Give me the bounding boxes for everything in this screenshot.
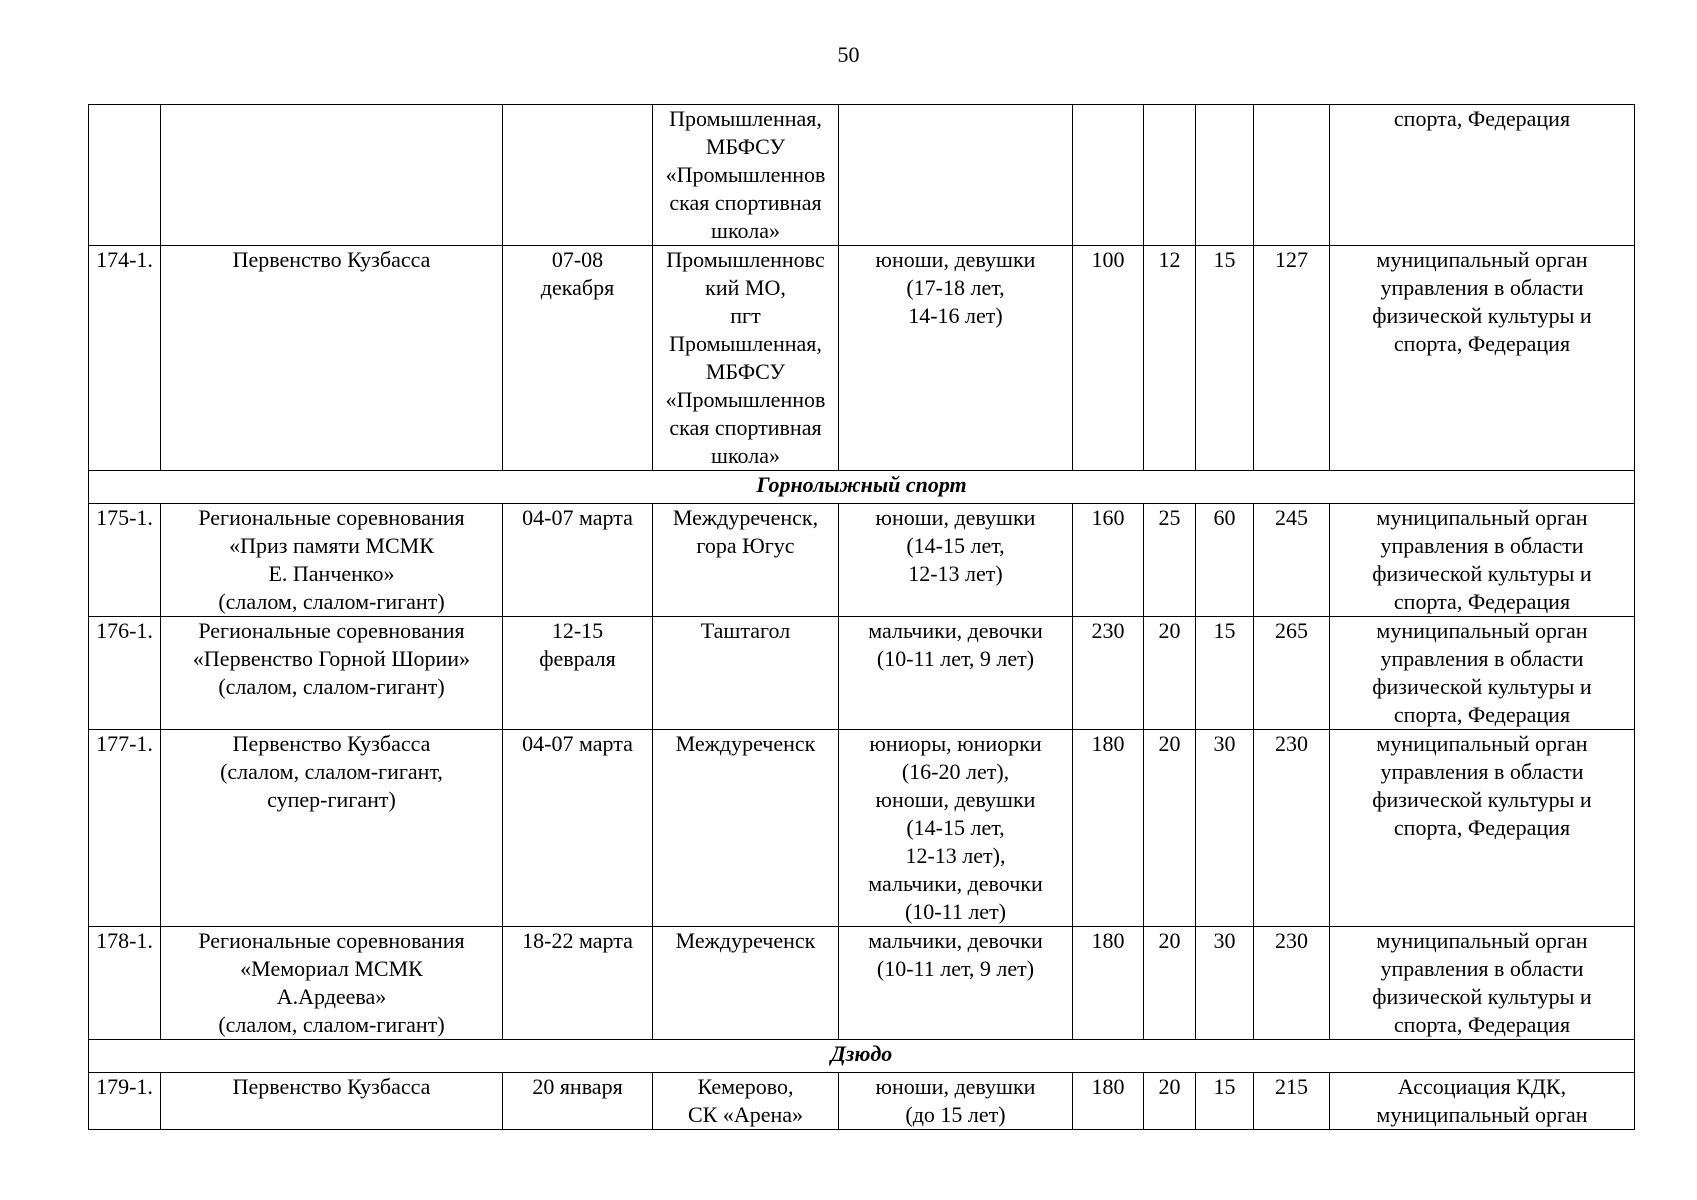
count-3: 15: [1196, 1073, 1254, 1130]
event-organizer-line: управления в области: [1380, 956, 1584, 981]
events-table: [88, 104, 1635, 1130]
event-organizer: [1330, 927, 1635, 1040]
event-participants-line: юниоры, юниорки: [869, 731, 1042, 756]
event-venue-line: ская спортивная: [669, 415, 822, 440]
section-header-row: [89, 471, 1635, 504]
event-organizer: [1330, 246, 1635, 471]
event-name: [161, 504, 503, 617]
event-dates-line: 12-15: [551, 618, 604, 643]
event-participants-line: юноши, девушки: [875, 247, 1036, 272]
event-venue-line: Таштагол: [700, 618, 791, 643]
event-participants: [839, 504, 1073, 617]
count-2: 20: [1144, 617, 1196, 730]
event-name-line: (слалом, слалом-гигант): [218, 1012, 445, 1037]
event-organizer-line: управления в области: [1380, 759, 1584, 784]
event-organizer-line: спорта, Федерация: [1393, 106, 1571, 131]
count-total: 127: [1254, 246, 1330, 471]
event-venue-line: школа»: [711, 443, 780, 468]
event-participants-line: юноши, девушки: [875, 505, 1036, 530]
event-organizer-line: физической культуры и: [1372, 787, 1592, 812]
event-number: [89, 105, 161, 246]
event-venue-line: ская спортивная: [669, 190, 822, 215]
event-participants-line: мальчики, девочки: [868, 928, 1043, 953]
count-2: 25: [1144, 504, 1196, 617]
table-row: [89, 927, 1635, 1040]
count-total: 215: [1254, 1073, 1330, 1130]
event-participants-line: (10-11 лет, 9 лет): [876, 956, 1035, 981]
event-venue-line: Междуреченск: [675, 731, 816, 756]
event-participants-line: 12-13 лет),: [905, 843, 1006, 868]
event-dates: [503, 246, 653, 471]
section-header-row: [89, 1040, 1635, 1073]
event-organizer: [1330, 105, 1635, 246]
event-number: 174-1.: [89, 246, 161, 471]
event-name: [161, 246, 503, 471]
event-participants-line: (14-15 лет,: [906, 533, 1005, 558]
count-1: [1073, 105, 1144, 246]
section-title: Дзюдо: [89, 1040, 1635, 1073]
event-name-line: Первенство Кузбасса: [232, 731, 431, 756]
count-total: 230: [1254, 927, 1330, 1040]
event-name-line: (слалом, слалом-гигант): [218, 589, 445, 614]
table-body: [89, 105, 1635, 1130]
event-name: [161, 730, 503, 927]
event-participants: [839, 1073, 1073, 1130]
count-1: 100: [1073, 246, 1144, 471]
event-name-line: А.Ардеева»: [276, 984, 387, 1009]
event-number: 178-1.: [89, 927, 161, 1040]
event-organizer-line: спорта, Федерация: [1393, 589, 1571, 614]
event-name-line: (слалом, слалом-гигант,: [220, 759, 443, 784]
event-name: [161, 105, 503, 246]
event-number: 176-1.: [89, 617, 161, 730]
count-total: 265: [1254, 617, 1330, 730]
count-1: 160: [1073, 504, 1144, 617]
count-1: 180: [1073, 927, 1144, 1040]
event-participants-line: (до 15 лет): [905, 1102, 1006, 1127]
count-3: 30: [1196, 730, 1254, 927]
event-organizer-line: спорта, Федерация: [1393, 702, 1571, 727]
count-total: [1254, 105, 1330, 246]
count-2: 20: [1144, 730, 1196, 927]
event-participants-line: (17-18 лет,: [906, 275, 1005, 300]
event-organizer: [1330, 617, 1635, 730]
event-participants-line: 12-13 лет): [908, 561, 1003, 586]
event-venue-line: «Промышленнов: [665, 162, 826, 187]
count-1: 180: [1073, 1073, 1144, 1130]
event-name-line: Первенство Кузбасса: [232, 1074, 431, 1099]
event-participants-line: 14-16 лет): [908, 303, 1003, 328]
event-participants-line: юноши, девушки: [875, 1074, 1036, 1099]
event-venue-line: школа»: [711, 218, 780, 243]
event-dates: [503, 927, 653, 1040]
event-venue-line: МБФСУ: [705, 359, 786, 384]
event-venue-line: Промышленновс: [666, 247, 825, 272]
page-number: 50: [837, 42, 860, 67]
count-3: 60: [1196, 504, 1254, 617]
count-1: 230: [1073, 617, 1144, 730]
event-name-line: супер-гигант): [267, 787, 396, 812]
event-venue-line: пгт: [730, 303, 761, 328]
event-venue-line: Промышленная,: [669, 106, 822, 131]
count-2: [1144, 105, 1196, 246]
event-venue: [653, 927, 839, 1040]
event-organizer-line: Ассоциация КДК,: [1397, 1074, 1567, 1099]
event-venue: [653, 1073, 839, 1130]
event-organizer-line: муниципальный орган: [1376, 247, 1588, 272]
event-organizer-line: муниципальный орган: [1376, 505, 1588, 530]
event-venue-line: СК «Арена»: [687, 1102, 804, 1127]
table-row: [89, 105, 1635, 246]
event-organizer-line: физической культуры и: [1372, 674, 1592, 699]
event-organizer-line: муниципальный орган: [1376, 1102, 1588, 1127]
event-number: 179-1.: [89, 1073, 161, 1130]
event-organizer-line: спорта, Федерация: [1393, 1012, 1571, 1037]
event-organizer: [1330, 504, 1635, 617]
event-participants: [839, 927, 1073, 1040]
event-organizer-line: спорта, Федерация: [1393, 815, 1571, 840]
event-name-line: «Первенство Горной Шории»: [192, 646, 471, 671]
table-row: [89, 730, 1635, 927]
event-organizer-line: физической культуры и: [1372, 303, 1592, 328]
event-participants: [839, 246, 1073, 471]
event-dates: [503, 617, 653, 730]
count-3: 30: [1196, 927, 1254, 1040]
count-2: 20: [1144, 1073, 1196, 1130]
event-venue: [653, 504, 839, 617]
event-organizer: [1330, 1073, 1635, 1130]
table-row: [89, 504, 1635, 617]
event-organizer-line: управления в области: [1380, 275, 1584, 300]
event-name-line: Первенство Кузбасса: [232, 247, 431, 272]
event-participants: [839, 617, 1073, 730]
event-number: 177-1.: [89, 730, 161, 927]
event-venue: [653, 730, 839, 927]
event-venue: [653, 617, 839, 730]
event-participants-line: (10-11 лет, 9 лет): [876, 646, 1035, 671]
event-organizer-line: управления в области: [1380, 646, 1584, 671]
event-participants-line: юноши, девушки: [875, 787, 1036, 812]
count-3: 15: [1196, 246, 1254, 471]
event-dates-line: февраля: [539, 646, 616, 671]
event-participants-line: мальчики, девочки: [868, 871, 1043, 896]
event-name-line: «Приз памяти МСМК: [229, 533, 434, 558]
event-dates: [503, 1073, 653, 1130]
count-3: 15: [1196, 617, 1254, 730]
event-dates: [503, 730, 653, 927]
event-dates-line: 04-07 марта: [522, 505, 633, 530]
count-2: 12: [1144, 246, 1196, 471]
count-3: [1196, 105, 1254, 246]
event-venue-line: гора Югус: [696, 533, 795, 558]
event-name-line: Региональные соревнования: [198, 505, 465, 530]
event-organizer-line: физической культуры и: [1372, 561, 1592, 586]
event-organizer-line: управления в области: [1380, 533, 1584, 558]
count-1: 180: [1073, 730, 1144, 927]
event-name: [161, 617, 503, 730]
event-name-line: Е. Панченко»: [268, 561, 395, 586]
table-row: [89, 1073, 1635, 1130]
event-venue: [653, 246, 839, 471]
section-title: Горнолыжный спорт: [89, 471, 1635, 504]
event-venue-line: «Промышленнов: [665, 387, 826, 412]
event-name-line: (слалом, слалом-гигант): [218, 674, 445, 699]
event-organizer: [1330, 730, 1635, 927]
event-participants-line: (14-15 лет,: [906, 815, 1005, 840]
event-dates: [503, 504, 653, 617]
event-venue-line: Междуреченск,: [672, 505, 819, 530]
event-participants: [839, 105, 1073, 246]
table-row: [89, 246, 1635, 471]
event-participants: [839, 730, 1073, 927]
count-2: 20: [1144, 927, 1196, 1040]
event-dates-line: декабря: [540, 275, 615, 300]
event-organizer-line: муниципальный орган: [1376, 928, 1588, 953]
event-participants-line: мальчики, девочки: [868, 618, 1043, 643]
event-venue-line: Промышленная,: [669, 331, 822, 356]
event-participants-line: (16-20 лет),: [901, 759, 1010, 784]
count-total: 245: [1254, 504, 1330, 617]
event-dates-line: 18-22 марта: [522, 928, 633, 953]
event-organizer-line: спорта, Федерация: [1393, 331, 1571, 356]
event-number: 175-1.: [89, 504, 161, 617]
event-name: [161, 1073, 503, 1130]
event-venue-line: Междуреченск: [675, 928, 816, 953]
table-row: [89, 617, 1635, 730]
event-venue: [653, 105, 839, 246]
event-dates: [503, 105, 653, 246]
event-name: [161, 927, 503, 1040]
count-total: 230: [1254, 730, 1330, 927]
event-organizer-line: физической культуры и: [1372, 984, 1592, 1009]
event-participants-line: (10-11 лет): [904, 899, 1007, 924]
event-dates-line: 07-08: [551, 247, 604, 272]
event-organizer-line: муниципальный орган: [1376, 731, 1588, 756]
event-venue-line: Кемерово,: [697, 1074, 794, 1099]
event-venue-line: МБФСУ: [705, 134, 786, 159]
event-name-line: Региональные соревнования: [198, 928, 465, 953]
event-name-line: «Мемориал МСМК: [240, 956, 423, 981]
event-name-line: Региональные соревнования: [198, 618, 465, 643]
event-dates-line: 20 января: [532, 1074, 623, 1099]
event-organizer-line: муниципальный орган: [1376, 618, 1588, 643]
event-dates-line: 04-07 марта: [522, 731, 633, 756]
event-venue-line: кий МО,: [705, 275, 786, 300]
